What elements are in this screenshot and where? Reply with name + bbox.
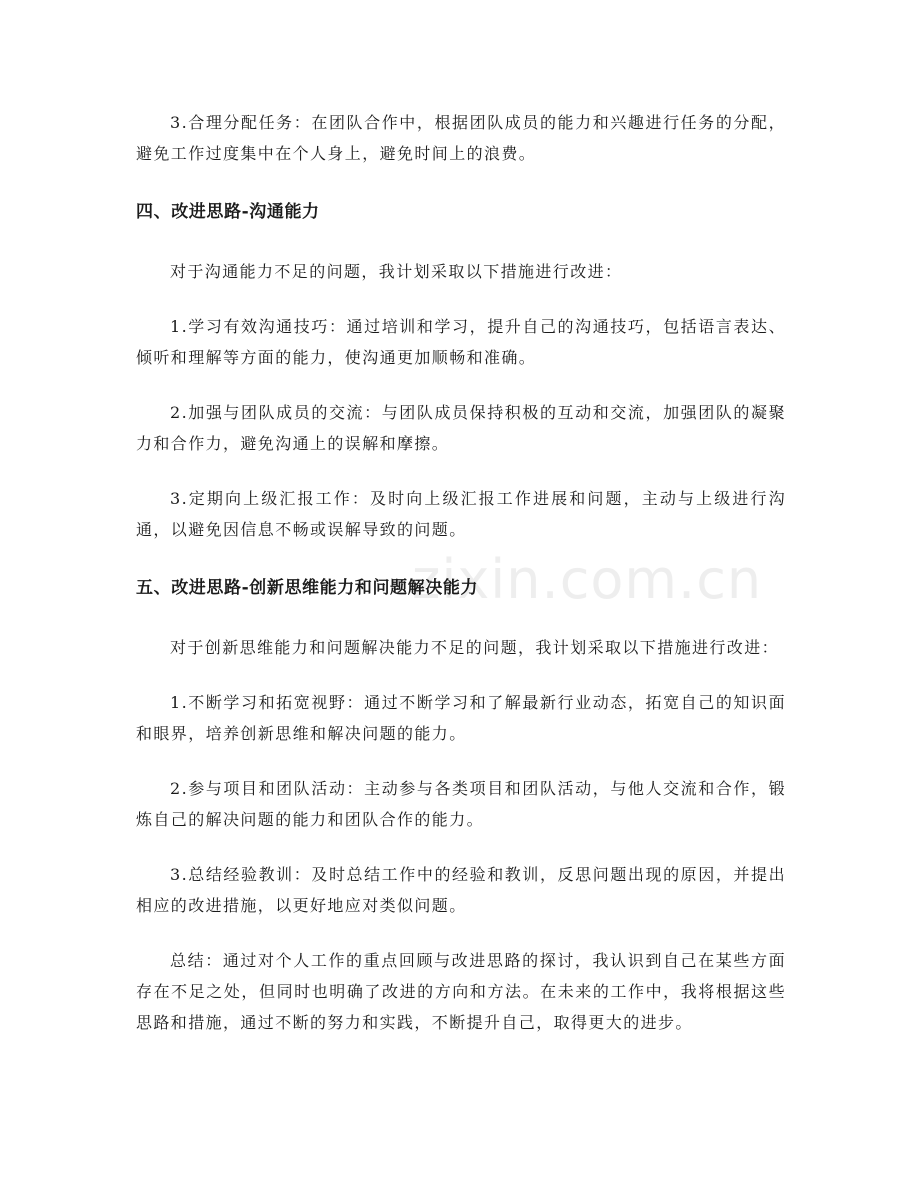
paragraph-task-allocation: 3.合理分配任务：在团队合作中，根据团队成员的能力和兴趣进行任务的分配，避免工作过度集中在个人身上，避免时间上的浪费。 (136, 113, 786, 163)
paragraph-innovation-item-3: 3.总结经验教训：及时总结工作中的经验和教训，反思问题出现的原因，并提出相应的改进措施，以更好地应对类似问题。 (136, 865, 786, 915)
section-heading-communication: 四、改进思路-沟通能力 (136, 202, 320, 222)
paragraph-innovation-item-1: 1.不断学习和拓宽视野：通过不断学习和了解最新行业动态，拓宽自己的知识面和眼界，培养创新思维和解决问题的能力。 (136, 693, 786, 743)
paragraph-innovation-item-2: 2.参与项目和团队活动：主动参与各类项目和团队活动，与他人交流和合作，锻炼自己的解决问题的能力和团队合作的能力。 (136, 779, 786, 829)
paragraph-summary: 总结：通过对个人工作的重点回顾与改进思路的探讨，我认识到自己在某些方面存在不足之处，但同时也明确了改进的方向和方法。在未来的工作中，我将根据这些思路和措施，通过不断的努力和实践，不断提升自己，取得更大的进步。 (136, 951, 786, 1032)
paragraph-communication-item-1: 1.学习有效沟通技巧：通过培训和学习，提升自己的沟通技巧，包括语言表达、倾听和理解等方面的能力，使沟通更加顺畅和准确。 (136, 317, 786, 367)
paragraph-communication-item-2: 2.加强与团队成员的交流：与团队成员保持积极的互动和交流，加强团队的凝聚力和合作力，避免沟通上的误解和摩擦。 (136, 403, 786, 453)
paragraph-innovation-intro: 对于创新思维能力和问题解决能力不足的问题，我计划采取以下措施进行改进： (170, 638, 780, 657)
watermark: zixin.com.cn (412, 548, 763, 611)
paragraph-communication-intro: 对于沟通能力不足的问题，我计划采取以下措施进行改进： (170, 262, 623, 281)
section-heading-innovation: 五、改进思路-创新思维能力和问题解决能力 (136, 578, 479, 598)
document-body (136, 107, 786, 1038)
paragraph-communication-item-3: 3.定期向上级汇报工作：及时向上级汇报工作进展和问题，主动与上级进行沟通，以避免因信息不畅或误解导致的问题。 (136, 489, 786, 539)
